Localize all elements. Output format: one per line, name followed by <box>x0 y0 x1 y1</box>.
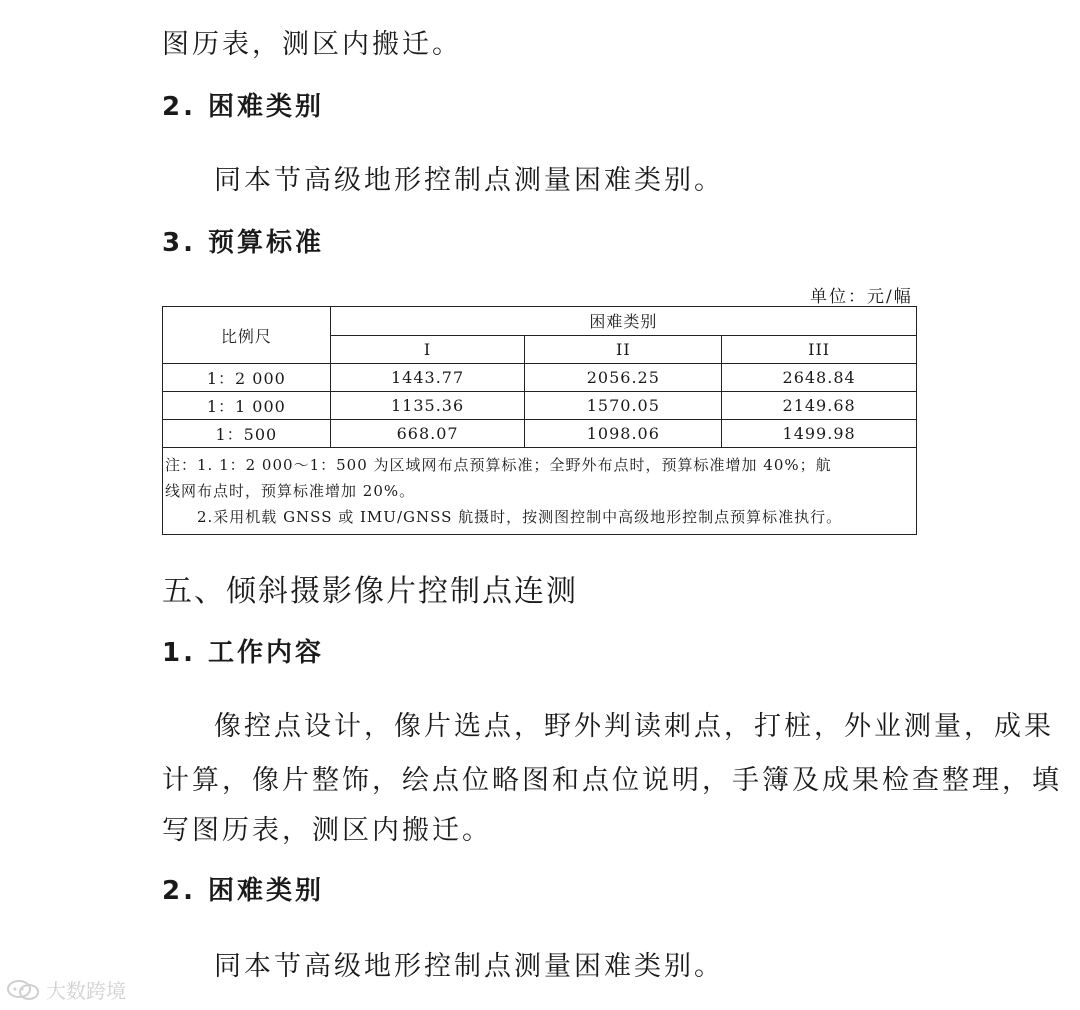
watermark <box>6 975 126 1004</box>
class-header-1: I <box>330 335 525 364</box>
value-cell: 1443.77 <box>330 364 525 392</box>
value-cell: 2648.84 <box>722 364 917 392</box>
difficulty-description-2: 同本节高级地形控制点测量困难类别。 <box>214 951 724 982</box>
value-cell: 1570.05 <box>525 392 722 420</box>
class-header-3: III <box>722 335 917 364</box>
value-cell: 2056.25 <box>525 364 722 392</box>
value-cell: 2149.68 <box>722 392 917 420</box>
difficulty-description: 同本节高级地形控制点测量困难类别。 <box>214 165 724 196</box>
table-note <box>163 448 917 535</box>
table-note-row <box>163 448 917 535</box>
note-line-1: 注：1. 1：2 000～1：500 为区域网布点预算标准；全野外布点时，预算标准增加 40%；航 <box>165 456 832 474</box>
difficulty-header: 困难类别 <box>330 307 916 336</box>
scale-cell: 1：2 000 <box>163 364 331 392</box>
scale-cell: 1：1 000 <box>163 392 331 420</box>
watermark-text: 大数跨境 <box>46 979 126 1003</box>
work-content-line-3: 写图历表，测区内搬迁。 <box>162 815 492 846</box>
note-line-3: 2.采用机载 GNSS 或 IMU/GNSS 航摄时，按测图控制中高级地形控制点预算标准执行。 <box>197 508 843 526</box>
value-cell: 668.07 <box>330 420 525 448</box>
table-row <box>163 420 917 448</box>
scale-header: 比例尺 <box>163 307 331 364</box>
heading-work-content: 1. 工作内容 <box>162 638 325 668</box>
table-row <box>163 364 917 392</box>
note-line-2: 线网布点时，预算标准增加 20%。 <box>165 482 416 500</box>
chat-bubble-icon <box>6 978 40 1002</box>
class-header-2: II <box>525 335 722 364</box>
scale-cell: 1：500 <box>163 420 331 448</box>
work-content-line-2: 计算，像片整饰，绘点位略图和点位说明，手簿及成果检查整理，填 <box>162 765 1062 796</box>
heading-budget-standard: 3. 预算标准 <box>162 228 325 258</box>
table-row <box>163 392 917 420</box>
value-cell: 1135.36 <box>330 392 525 420</box>
continuation-line: 图历表，测区内搬迁。 <box>162 29 462 60</box>
value-cell: 1499.98 <box>722 420 917 448</box>
heading-difficulty-class: 2. 困难类别 <box>162 92 325 122</box>
unit-label: 单位：元/幅 <box>810 287 913 307</box>
value-cell: 1098.06 <box>525 420 722 448</box>
chapter-title: 五、倾斜摄影像片控制点连测 <box>162 574 578 609</box>
budget-table <box>162 306 917 535</box>
table-header-row <box>163 307 917 336</box>
work-content-line-1: 像控点设计，像片选点，野外判读刺点，打桩，外业测量，成果 <box>214 711 1054 742</box>
heading-difficulty-class-2: 2. 困难类别 <box>162 876 325 906</box>
